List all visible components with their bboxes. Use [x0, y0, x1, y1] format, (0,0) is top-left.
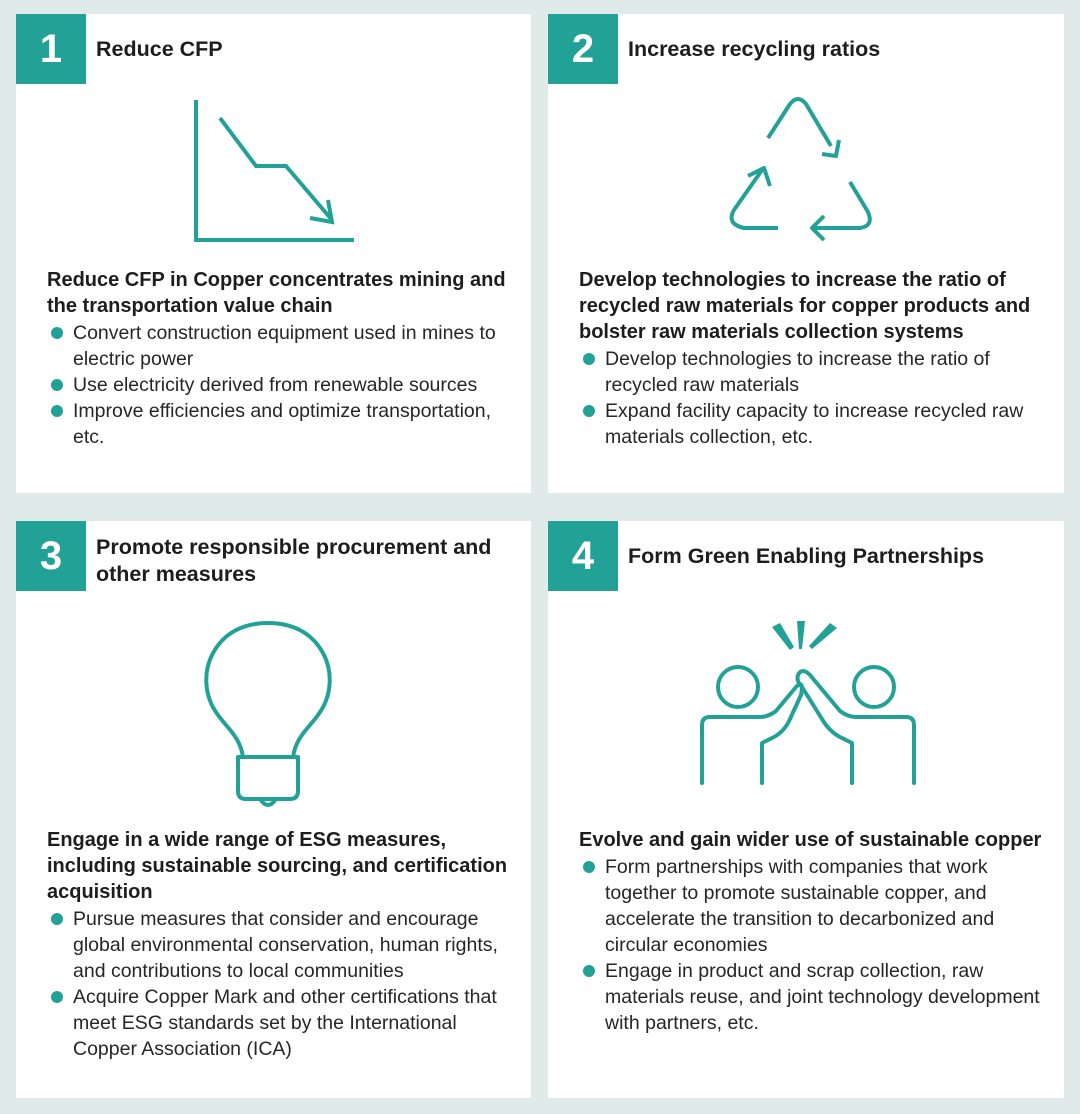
card-body: [579, 827, 1054, 1036]
card-lead: Engage in a wide range of ESG measures, including sustainable sourcing, and certification acquisition: [47, 829, 508, 903]
list-item: Engage in product and scrap collection, raw materials reuse, and joint technology development with partners, etc.: [579, 958, 1054, 1036]
card-lead: Develop technologies to increase the ratio of recycled raw materials for copper products and bolster raw materials collection systems: [579, 269, 1031, 343]
bullet-icon: [51, 913, 63, 925]
high-five-icon: [698, 621, 918, 791]
card-body: [47, 267, 521, 450]
bullet-list: [47, 320, 521, 450]
declining-chart-icon: [186, 96, 361, 246]
card-lead: Evolve and gain wider use of sustainable copper: [579, 829, 1042, 851]
card-reduce-cfp: [16, 14, 531, 493]
card-increase-recycling: [548, 14, 1064, 493]
bullet-list: [47, 906, 521, 1062]
card-number: 1: [16, 14, 86, 84]
bullet-icon: [583, 405, 595, 417]
card-lead: Reduce CFP in Copper concentrates mining and the transportation value chain: [47, 269, 506, 317]
bullet-list: [579, 346, 1054, 450]
card-green-partnerships: [548, 521, 1064, 1098]
bullet-icon: [583, 353, 595, 365]
list-item: Use electricity derived from renewable sources: [47, 372, 521, 398]
card-body: [579, 267, 1054, 450]
card-number: 2: [548, 14, 618, 84]
bullet-icon: [583, 861, 595, 873]
card-number: 3: [16, 521, 86, 591]
list-item: Pursue measures that consider and encourage global environmental conservation, human rights, and contributions to local communities: [47, 906, 521, 984]
list-item: Convert construction equipment used in mines to electric power: [47, 320, 521, 372]
bullet-icon: [51, 327, 63, 339]
card-title: Reduce CFP: [96, 37, 223, 61]
card-body: [47, 827, 521, 1062]
card-title: Increase recycling ratios: [628, 37, 881, 61]
bullet-icon: [51, 379, 63, 391]
bullet-list: [579, 854, 1054, 1036]
bullet-icon: [51, 991, 63, 1003]
list-item: Expand facility capacity to increase recycled raw materials collection, etc.: [579, 398, 1054, 450]
list-item: Develop technologies to increase the ratio of recycled raw materials: [579, 346, 1054, 398]
card-title: Promote responsible procurement and other measures: [96, 535, 492, 586]
card-title: Form Green Enabling Partnerships: [628, 544, 985, 568]
card-number: 4: [548, 521, 618, 591]
list-item: Form partnerships with companies that work together to promote sustainable copper, and accelerate the transition to decarbonized and circular economies: [579, 854, 1054, 958]
bullet-icon: [51, 405, 63, 417]
list-item: Improve efficiencies and optimize transportation, etc.: [47, 398, 521, 450]
bullet-icon: [583, 965, 595, 977]
recycle-icon: [716, 94, 886, 254]
card-responsible-procurement: [16, 521, 531, 1098]
lightbulb-icon: [198, 619, 338, 814]
list-item: Acquire Copper Mark and other certifications that meet ESG standards set by the International Copper Association (ICA): [47, 984, 521, 1062]
